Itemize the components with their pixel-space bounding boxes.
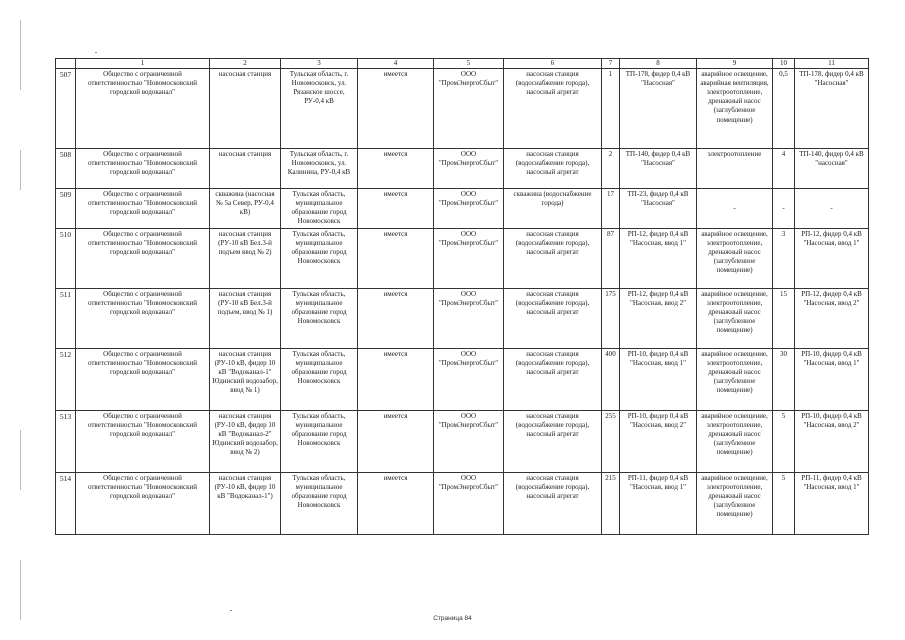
table-cell-col-9: аварийное освещение, электроотопление, дренажный насос (заглубленное помещение) [697,349,773,411]
row-number: 507 [56,69,76,149]
table-cell-col-5: ООО "ПромЭнергоСбыт" [434,289,504,349]
table-body [56,69,869,535]
table-cell-col-7: 2 [602,149,620,189]
table-cell-col-3: Тульская область, муниципальное образование город Новомосковск [281,473,358,535]
table-cell-col-1: Общество с ограниченной ответственностью "Новомосковский городской водоканал" [76,69,210,149]
table-cell-col-9: электроотопление [697,149,773,189]
row-number: 514 [56,473,76,535]
table-cell-col-7: 215 [602,473,620,535]
table-cell-col-10: 15 [773,289,795,349]
header-cell: 3 [281,59,358,69]
header-cell: 4 [358,59,434,69]
table-cell-col-11: РП-12, фидер 0,4 кВ "Насосная, ввод 2" [795,289,869,349]
table-cell-col-2: насосная станция [210,69,281,149]
table-cell-col-3: Тульская область, муниципальное образование город Новомосковск [281,289,358,349]
table-cell-col-3: Тульская область, г. Новомосковск, ул. Калинина, РУ-0,4 кВ [281,149,358,189]
table-cell-col-4: имеется [358,189,434,229]
table-cell-col-9: аварийное освещение, аварийная вентиляция, электроотопление, дренажный насос (заглубленное помещение) [697,69,773,149]
table-cell-col-4: имеется [358,149,434,189]
table-cell-col-9: аварийное освещение, электроотопление, дренажный насос (заглубленное помещение) [697,411,773,473]
table-cell-col-3: Тульская область, муниципальное образование город Новомосковск [281,349,358,411]
table-cell-col-8: РП-12, фидер 0,4 кВ "Насосная, ввод 1" [620,229,697,289]
header-cell: 11 [795,59,869,69]
table-cell-col-8: ТП-23, фидер 0,4 кВ "Насосная" [620,189,697,229]
table-cell-col-4: имеется [358,289,434,349]
table-row [56,289,869,349]
table-cell-col-2: скважина (насосная № 5а Север, РУ-0,4 кВ) [210,189,281,229]
header-cell: 10 [773,59,795,69]
table-cell-col-5: ООО "ПромЭнергоСбыт" [434,229,504,289]
table-cell-col-8: РП-10, фидер 0,4 кВ "Насосная, ввод 1" [620,349,697,411]
header-cell: 1 [76,59,210,69]
table-cell-col-6: насосная станция (водоснабжение города), насосный агрегат [504,473,602,535]
scan-edge-mark [20,150,21,190]
data-table [55,58,869,535]
table-cell-col-1: Общество с ограниченной ответственностью "Новомосковский городской водоканал" [76,229,210,289]
table-cell-col-5: ООО "ПромЭнергоСбыт" [434,349,504,411]
table-cell-col-8: РП-10, фидер 0,4 кВ "Насосная, ввод 2" [620,411,697,473]
table-cell-col-11: РП-10, фидер 0,4 кВ "Насосная, ввод 2" [795,411,869,473]
table-cell-col-1: Общество с ограниченной ответственностью "Новомосковский городской водоканал" [76,289,210,349]
header-cell: 5 [434,59,504,69]
table-cell-col-7: 87 [602,229,620,289]
header-cell: 9 [697,59,773,69]
table-row [56,149,869,189]
header-row [56,59,869,69]
scan-edge-mark [20,430,21,490]
table-row [56,349,869,411]
row-number: 508 [56,149,76,189]
header-cell: 2 [210,59,281,69]
table-cell-col-2: насосная станция [210,149,281,189]
table-cell-col-1: Общество с ограниченной ответственностью "Новомосковский городской водоканал" [76,349,210,411]
table-cell-col-11: - [795,189,869,229]
table-cell-col-4: имеется [358,229,434,289]
table-cell-col-9: - [697,189,773,229]
header-cell: 8 [620,59,697,69]
table-cell-col-6: насосная станция (водоснабжение города), насосный агрегат [504,349,602,411]
table-cell-col-3: Тульская область, муниципальное образование город Новомосковск [281,411,358,473]
header-cell: 6 [504,59,602,69]
row-number: 511 [56,289,76,349]
table-row [56,411,869,473]
table-cell-col-2: насосная станция (РУ-10 кВ, фидер 10 кВ "Водоканал-1") [210,473,281,535]
table-cell-col-7: 17 [602,189,620,229]
table-cell-col-4: имеется [358,473,434,535]
table-cell-col-3: Тульская область, муниципальное образование город Новомосковск [281,189,358,229]
table-cell-col-11: ТП-178, фидер 0,4 кВ "Насосная" [795,69,869,149]
table-cell-col-8: ТП-178, фидер 0,4 кВ "Насосная" [620,69,697,149]
table-cell-col-6: скважина (водоснабжение города) [504,189,602,229]
table-cell-col-11: РП-12, фидер 0,4 кВ "Насосная, ввод 1" [795,229,869,289]
table-cell-col-7: 175 [602,289,620,349]
table-cell-col-10: 4 [773,149,795,189]
table-cell-col-4: имеется [358,69,434,149]
table-cell-col-7: 400 [602,349,620,411]
scan-speck [95,52,97,53]
table-cell-col-1: Общество с ограниченной ответственностью "Новомосковский городской водоканал" [76,189,210,229]
table-cell-col-2: насосная станция (РУ-10 кВ Бел.3-й подъем, ввод № 1) [210,289,281,349]
table-cell-col-6: насосная станция (водоснабжение города), насосный агрегат [504,229,602,289]
table-cell-col-6: насосная станция (водоснабжение города), насосный агрегат [504,289,602,349]
table-cell-col-11: ТП-140, фидер 0,4 кВ "насосная" [795,149,869,189]
table-cell-col-10: 0,5 [773,69,795,149]
table-cell-col-3: Тульская область, г. Новомосковск, ул. Рязанское шоссе, РУ-0,4 кВ [281,69,358,149]
table-cell-col-10: 5 [773,473,795,535]
table-cell-col-2: насосная станция (РУ-10 кВ, фидер 10 кВ "Водоканал-2" Юдинский водозабор, ввод № 2) [210,411,281,473]
table-cell-col-5: ООО "ПромЭнергоСбыт" [434,189,504,229]
table-row [56,69,869,149]
page-number: Страница 84 [433,615,472,622]
table-cell-col-10: 5 [773,411,795,473]
table-cell-col-7: 1 [602,69,620,149]
table-cell-col-8: РП-12, фидер 0,4 кВ "Насосная, ввод 2" [620,289,697,349]
table-cell-col-6: насосная станция (водоснабжение города), насосный агрегат [504,69,602,149]
scan-speck [230,610,232,611]
table-row [56,473,869,535]
table-cell-col-1: Общество с ограниченной ответственностью "Новомосковский городской водоканал" [76,473,210,535]
table-cell-col-11: РП-10, фидер 0,4 кВ "Насосная, ввод 1" [795,349,869,411]
table-cell-col-5: ООО "ПромЭнергоСбыт" [434,411,504,473]
table-cell-col-9: аварийное освещение, электроотопление, дренажный насос (заглубленное помещение) [697,473,773,535]
table-cell-col-9: аварийное освещение, электроотопление, дренажный насос (заглубленное помещение) [697,229,773,289]
table-cell-col-5: ООО "ПромЭнергоСбыт" [434,473,504,535]
table-cell-col-8: ТП-140, фидер 0,4 кВ "Насосная" [620,149,697,189]
table-cell-col-11: РП-11, фидер 0,4 кВ "Насосная, ввод 1" [795,473,869,535]
table-cell-col-1: Общество с ограниченной ответственностью "Новомосковский городской водоканал" [76,149,210,189]
header-cell-blank [56,59,76,69]
table-cell-col-5: ООО "ПромЭнергоСбыт" [434,69,504,149]
table-cell-col-2: насосная станция (РУ-10 кВ Бел.3-й подъем ввод № 2) [210,229,281,289]
table-cell-col-7: 255 [602,411,620,473]
table-cell-col-3: Тульская область, муниципальное образование город Новомосковск [281,229,358,289]
table-cell-col-4: имеется [358,349,434,411]
table-cell-col-4: имеется [358,411,434,473]
scan-edge-mark [20,20,21,90]
table-cell-col-1: Общество с ограниченной ответственностью "Новомосковский городской водоканал" [76,411,210,473]
header-cell: 7 [602,59,620,69]
row-number: 513 [56,411,76,473]
row-number: 512 [56,349,76,411]
table-cell-col-2: насосная станция (РУ-10 кВ, фидер 10 кВ "Водоканал-1" Юдинский водозабор, ввод № 1) [210,349,281,411]
table-cell-col-10: 30 [773,349,795,411]
table-cell-col-6: насосная станция (водоснабжение города), насосный агрегат [504,411,602,473]
row-number: 510 [56,229,76,289]
table-row [56,189,869,229]
row-number: 509 [56,189,76,229]
table-cell-col-9: аварийное освещение, электроотопление, дренажный насос (заглубленное помещение) [697,289,773,349]
table-cell-col-10: - [773,189,795,229]
scan-edge-mark [20,560,21,620]
table-cell-col-8: РП-11, фидер 0,4 кВ "Насосная, ввод 1" [620,473,697,535]
table-row [56,229,869,289]
table-cell-col-5: ООО "ПромЭнергоСбыт" [434,149,504,189]
table-cell-col-6: насосная станция (водоснабжение города), насосный агрегат [504,149,602,189]
table-cell-col-10: 3 [773,229,795,289]
